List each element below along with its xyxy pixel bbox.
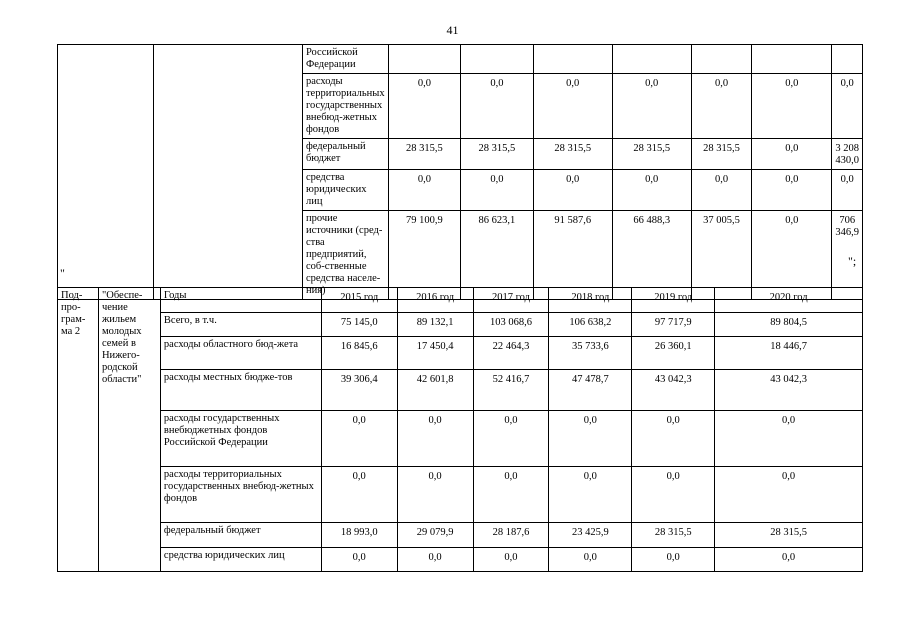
year-header: 2016 год	[397, 288, 473, 313]
value-cell: 28 315,5	[612, 139, 691, 170]
row-label: Российской Федерации	[302, 45, 388, 74]
value-cell	[612, 45, 691, 74]
value-cell: 0,0	[461, 74, 534, 139]
value-cell: 0,0	[321, 411, 397, 467]
value-cell: 97 717,9	[632, 313, 715, 337]
value-cell	[832, 45, 863, 74]
value-cell: 37 005,5	[691, 211, 752, 300]
closing-quote-mark: ";	[848, 254, 857, 268]
table-row	[58, 467, 863, 523]
value-cell: 28 187,6	[473, 523, 549, 548]
table-row	[58, 370, 863, 411]
row-label: расходы территориальных государственных внебюд-жетных фондов	[302, 74, 388, 139]
value-cell: 17 450,4	[397, 337, 473, 370]
year-header: 2020 год	[715, 288, 863, 313]
value-cell: 0,0	[632, 548, 715, 572]
table-row	[58, 548, 863, 572]
value-cell: 0,0	[321, 548, 397, 572]
table-row	[58, 337, 863, 370]
value-cell: 75 145,0	[321, 313, 397, 337]
value-cell: 0,0	[752, 170, 832, 211]
opening-quote-mark: "	[60, 266, 65, 280]
value-cell: 0,0	[388, 170, 461, 211]
value-cell: 28 315,5	[715, 523, 863, 548]
value-cell: 0,0	[752, 211, 832, 300]
row-label: расходы государственных внебюджетных фондов Российской Федерации	[160, 411, 321, 467]
row-label: средства юридических лиц	[160, 548, 321, 572]
value-cell: 0,0	[533, 74, 612, 139]
subprogram-2-funding-table	[57, 287, 863, 572]
value-cell: 28 315,5	[461, 139, 534, 170]
value-cell: 0,0	[321, 467, 397, 523]
header-row	[58, 288, 863, 313]
value-cell: 0,0	[612, 170, 691, 211]
row-label: расходы местных бюдже-тов	[160, 370, 321, 411]
value-cell: 23 425,9	[549, 523, 632, 548]
table-row	[58, 523, 863, 548]
row-label: Всего, в т.ч.	[160, 313, 321, 337]
value-cell: 52 416,7	[473, 370, 549, 411]
value-cell: 0,0	[691, 170, 752, 211]
value-cell: 103 068,6	[473, 313, 549, 337]
value-cell: 0,0	[473, 411, 549, 467]
value-cell: 0,0	[832, 170, 863, 211]
value-cell: 89 132,1	[397, 313, 473, 337]
value-cell: 0,0	[715, 411, 863, 467]
empty-cell	[153, 45, 302, 300]
year-header: 2019 год	[632, 288, 715, 313]
value-cell	[752, 45, 832, 74]
value-cell: 28 315,5	[691, 139, 752, 170]
row-label: расходы областного бюд-жета	[160, 337, 321, 370]
value-cell	[533, 45, 612, 74]
value-cell: 0,0	[752, 139, 832, 170]
value-cell: 0,0	[632, 467, 715, 523]
value-cell: 0,0	[715, 548, 863, 572]
table-row	[58, 45, 863, 74]
value-cell: 42 601,8	[397, 370, 473, 411]
value-cell: 18 446,7	[715, 337, 863, 370]
row-label: прочие источники (сред-ства предприятий, соб-ственные средства населе-ния)	[302, 211, 388, 300]
page-number: 41	[446, 23, 459, 37]
value-cell: 0,0	[388, 74, 461, 139]
row-label: расходы территориальных государственных внебюд-жетных фондов	[160, 467, 321, 523]
value-cell: 0,0	[549, 548, 632, 572]
value-cell: 89 804,5	[715, 313, 863, 337]
value-cell: 0,0	[549, 467, 632, 523]
value-cell: 91 587,6	[533, 211, 612, 300]
value-cell: 0,0	[691, 74, 752, 139]
value-cell: 0,0	[533, 170, 612, 211]
empty-cell	[58, 45, 154, 300]
value-cell: 0,0	[473, 467, 549, 523]
year-header: 2017 год	[473, 288, 549, 313]
value-cell: 22 464,3	[473, 337, 549, 370]
year-header: 2015 год	[321, 288, 397, 313]
value-cell: 0,0	[752, 74, 832, 139]
year-header: 2018 год	[549, 288, 632, 313]
value-cell: 0,0	[397, 467, 473, 523]
value-cell: 106 638,2	[549, 313, 632, 337]
value-cell: 86 623,1	[461, 211, 534, 300]
value-cell: 0,0	[461, 170, 534, 211]
value-cell: 0,0	[612, 74, 691, 139]
value-cell: 18 993,0	[321, 523, 397, 548]
value-cell: 43 042,3	[715, 370, 863, 411]
value-cell: 0,0	[549, 411, 632, 467]
value-cell: 706 346,9	[832, 211, 863, 300]
value-cell: 0,0	[832, 74, 863, 139]
value-cell: 39 306,4	[321, 370, 397, 411]
value-cell: 0,0	[715, 467, 863, 523]
row-label: федеральный бюджет	[160, 523, 321, 548]
value-cell: 0,0	[473, 548, 549, 572]
value-cell: 47 478,7	[549, 370, 632, 411]
subprogram-title: "Обеспе-чение жильем молодых семей в Нижего-родской области"	[98, 288, 160, 572]
value-cell: 3 208 430,0	[832, 139, 863, 170]
table-row	[58, 411, 863, 467]
value-cell: 79 100,9	[388, 211, 461, 300]
years-label: Годы	[160, 288, 321, 313]
value-cell: 66 488,3	[612, 211, 691, 300]
value-cell	[388, 45, 461, 74]
value-cell: 28 315,5	[632, 523, 715, 548]
value-cell: 26 360,1	[632, 337, 715, 370]
value-cell: 35 733,6	[549, 337, 632, 370]
value-cell: 29 079,9	[397, 523, 473, 548]
funding-table-continued	[57, 44, 863, 300]
value-cell: 0,0	[397, 548, 473, 572]
value-cell	[691, 45, 752, 74]
table-row	[58, 313, 863, 337]
value-cell: 16 845,6	[321, 337, 397, 370]
row-label: федеральный бюджет	[302, 139, 388, 170]
value-cell: 0,0	[632, 411, 715, 467]
row-label: средства юридических лиц	[302, 170, 388, 211]
value-cell: 43 042,3	[632, 370, 715, 411]
subprogram-number: Под-про-грам-ма 2	[58, 288, 99, 572]
value-cell: 0,0	[397, 411, 473, 467]
value-cell: 28 315,5	[533, 139, 612, 170]
value-cell	[461, 45, 534, 74]
value-cell: 28 315,5	[388, 139, 461, 170]
